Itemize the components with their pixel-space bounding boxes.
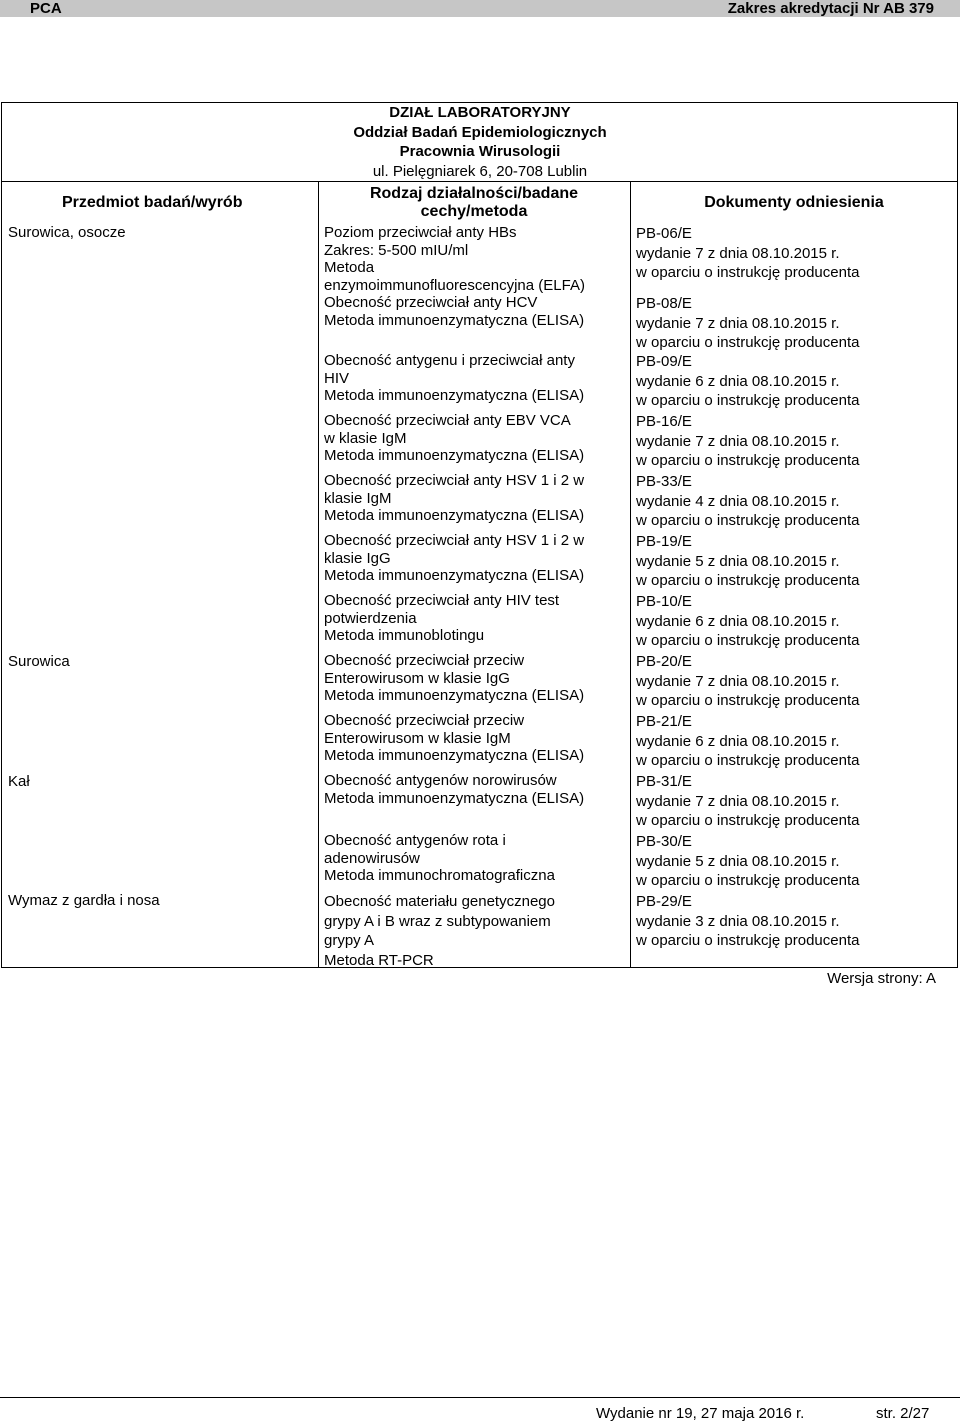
- footer-divider: [0, 1397, 960, 1398]
- column-header-activity: [318, 185, 630, 220]
- page-version: Wersja strony: A: [827, 970, 936, 987]
- activity-cell: [324, 592, 624, 645]
- column-header-subject: Przedmiot badań/wyrób: [62, 194, 243, 211]
- document-line: w oparciu o instrukcję producenta: [636, 812, 860, 829]
- activity-line: Metoda RT-PCR: [324, 951, 434, 969]
- document-cell: [636, 412, 956, 471]
- document-line: w oparciu o instrukcję producenta: [636, 932, 860, 949]
- activity-cell: [324, 352, 624, 405]
- activity-line: klasie IgG: [324, 549, 391, 567]
- activity-cell: [324, 472, 624, 525]
- activity-line: Enterowirusom w klasie IgM: [324, 729, 511, 747]
- activity-cell: [324, 652, 624, 705]
- subject-stool: Kał: [8, 773, 30, 790]
- activity-line: enzymoimmunofluorescencyjna (ELFA): [324, 276, 585, 294]
- activity-line: potwierdzenia: [324, 609, 417, 627]
- subject-serum-plasma: Surowica, osocze: [8, 224, 126, 241]
- activity-line: Metoda immunoenzymatyczna (ELISA): [324, 387, 585, 404]
- pca-label: PCA: [30, 0, 62, 17]
- subject-throat-nose-swab: Wymaz z gardła i nosa: [8, 892, 160, 909]
- accreditation-label: Zakres akredytacji Nr AB 379: [727, 0, 934, 17]
- activity-line: w klasie IgM: [324, 429, 407, 447]
- document-code: PB-08/E: [636, 295, 692, 312]
- activity-line: HIV: [324, 369, 350, 387]
- document-line: w oparciu o instrukcję producenta: [636, 392, 860, 409]
- document-cell: [636, 224, 956, 283]
- activity-line: Obecność antygenów norowirusów: [324, 772, 557, 789]
- document-line: wydanie 5 z dnia 08.10.2015 r.: [636, 852, 840, 870]
- activity-cell: [324, 832, 624, 885]
- activity-line: Metoda immunoenzymatyczna (ELISA): [324, 789, 585, 807]
- activity-line: grypy A: [324, 932, 375, 949]
- activity-line: Metoda immunoenzymatyczna (ELISA): [324, 507, 585, 524]
- activity-cell: [324, 772, 624, 807]
- document-line: wydanie 4 z dnia 08.10.2015 r.: [636, 492, 840, 510]
- document-line: w oparciu o instrukcję producenta: [636, 572, 860, 589]
- activity-line: Zakres: 5-500 mIU/ml: [324, 241, 469, 259]
- document-code: PB-30/E: [636, 833, 692, 850]
- document-cell: [636, 532, 956, 591]
- activity-cell: [324, 412, 624, 465]
- document-cell: [636, 294, 956, 353]
- document-line: wydanie 7 z dnia 08.10.2015 r.: [636, 244, 840, 262]
- document-line: wydanie 5 z dnia 08.10.2015 r.: [636, 552, 840, 570]
- document-line: wydanie 3 z dnia 08.10.2015 r.: [636, 912, 840, 930]
- document-line: w oparciu o instrukcję producenta: [636, 452, 860, 469]
- document-code: PB-19/E: [636, 533, 692, 550]
- document-code: PB-29/E: [636, 893, 692, 910]
- activity-line: Metoda immunoenzymatyczna (ELISA): [324, 567, 585, 584]
- activity-line: Obecność przeciwciał przeciw: [324, 712, 525, 729]
- document-line: wydanie 7 z dnia 08.10.2015 r.: [636, 432, 840, 450]
- activity-line: Poziom przeciwciał anty HBs: [324, 224, 517, 241]
- activity-line: grypy A i B wraz z subtypowaniem: [324, 912, 551, 930]
- document-cell: [636, 712, 956, 771]
- document-cell: [636, 592, 956, 651]
- document-cell: [636, 892, 956, 951]
- activity-line: Obecność materiału genetycznego: [324, 893, 555, 910]
- activity-line: klasie IgM: [324, 489, 392, 507]
- activity-line: Metoda immunoenzymatyczna (ELISA): [324, 687, 585, 704]
- document-code: PB-10/E: [636, 593, 692, 610]
- document-cell: [636, 472, 956, 531]
- activity-line: Obecność antygenów rota i: [324, 832, 506, 849]
- document-line: w oparciu o instrukcję producenta: [636, 264, 860, 281]
- column-header-activity-line2: cechy/metoda: [420, 202, 528, 220]
- document-line: wydanie 6 z dnia 08.10.2015 r.: [636, 372, 840, 390]
- document-line: w oparciu o instrukcję producenta: [636, 334, 860, 351]
- activity-line: Obecność przeciwciał anty HSV 1 i 2 w: [324, 532, 585, 549]
- document-line: w oparciu o instrukcję producenta: [636, 512, 860, 529]
- activity-line: Metoda immunoenzymatyczna (ELISA): [324, 311, 585, 329]
- activity-line: Enterowirusom w klasie IgG: [324, 669, 510, 687]
- document-code: PB-20/E: [636, 653, 692, 670]
- activity-line: Metoda immunoblotingu: [324, 627, 485, 644]
- activity-line: Metoda immunochromatograficzna: [324, 867, 555, 884]
- lab-title: Pracownia Wirusologii: [399, 143, 561, 160]
- document-line: wydanie 7 z dnia 08.10.2015 r.: [636, 314, 840, 332]
- activity-line: Obecność przeciwciał anty HIV test: [324, 592, 560, 609]
- document-line: w oparciu o instrukcję producenta: [636, 692, 860, 709]
- activity-line: Obecność przeciwciał anty HCV: [324, 294, 538, 311]
- department-header: [0, 103, 960, 181]
- column-header-activity-line1: Rodzaj działalności/badane: [369, 185, 579, 202]
- document-line: w oparciu o instrukcję producenta: [636, 872, 860, 889]
- activity-line: Metoda: [324, 259, 375, 276]
- document-cell: [636, 352, 956, 411]
- department-title: DZIAŁ LABORATORYJNY: [389, 104, 571, 121]
- document-code: PB-09/E: [636, 353, 692, 370]
- activity-cell: [324, 532, 624, 585]
- activity-cell: [324, 224, 624, 294]
- document-line: wydanie 7 z dnia 08.10.2015 r.: [636, 672, 840, 690]
- document-line: w oparciu o instrukcję producenta: [636, 752, 860, 769]
- document-code: PB-31/E: [636, 773, 692, 790]
- document-code: PB-21/E: [636, 713, 692, 730]
- activity-cell: [324, 294, 624, 329]
- activity-cell: [324, 892, 624, 970]
- document-code: PB-16/E: [636, 413, 692, 430]
- column-divider: [630, 182, 631, 968]
- document-line: wydanie 6 z dnia 08.10.2015 r.: [636, 612, 840, 630]
- division-title: Oddział Badań Epidemiologicznych: [353, 123, 607, 141]
- top-banner: [0, 0, 960, 17]
- column-divider: [318, 182, 319, 968]
- document-cell: [636, 652, 956, 711]
- column-header-documents: Dokumenty odniesienia: [704, 194, 884, 211]
- activity-line: Metoda immunoenzymatyczna (ELISA): [324, 747, 585, 764]
- address: ul. Pielęgniarek 6, 20-708 Lublin: [372, 162, 588, 180]
- activity-line: adenowirusów: [324, 849, 420, 867]
- document-line: wydanie 6 z dnia 08.10.2015 r.: [636, 732, 840, 750]
- activity-line: Obecność przeciwciał anty HSV 1 i 2 w: [324, 472, 585, 489]
- activity-line: Obecność przeciwciał przeciw: [324, 652, 525, 669]
- document-cell: [636, 832, 956, 891]
- document-code: PB-33/E: [636, 473, 692, 490]
- issue-info: Wydanie nr 19, 27 maja 2016 r.: [596, 1405, 805, 1422]
- activity-line: Obecność przeciwciał anty EBV VCA: [324, 412, 571, 429]
- activity-line: Metoda immunoenzymatyczna (ELISA): [324, 447, 585, 464]
- activity-line: Obecność antygenu i przeciwciał anty: [324, 352, 575, 369]
- subject-serum: Surowica: [8, 653, 70, 670]
- document-line: wydanie 7 z dnia 08.10.2015 r.: [636, 792, 840, 810]
- document-line: w oparciu o instrukcję producenta: [636, 632, 860, 649]
- document-cell: [636, 772, 956, 831]
- document-code: PB-06/E: [636, 225, 692, 242]
- page-number: str. 2/27: [876, 1405, 930, 1422]
- activity-cell: [324, 712, 624, 765]
